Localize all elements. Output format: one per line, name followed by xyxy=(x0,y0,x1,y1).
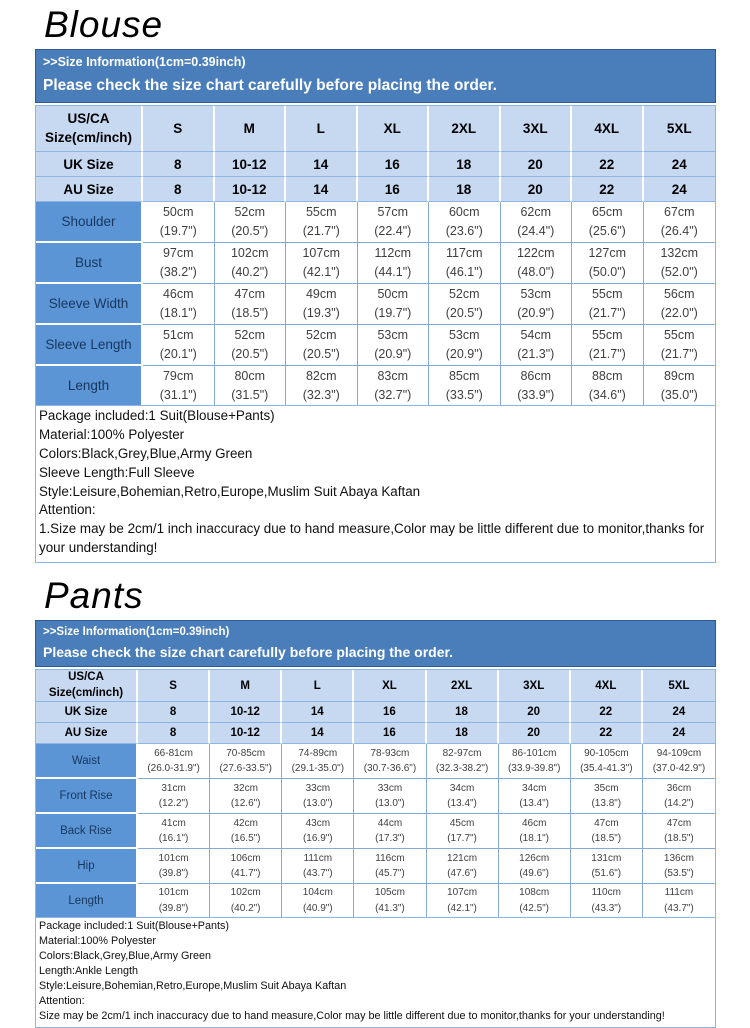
size-value-cell: 24 xyxy=(643,702,715,723)
size-conversion-row xyxy=(36,723,715,744)
size-value-cell: 20 xyxy=(501,152,573,177)
note-line: Attention: xyxy=(39,994,85,1007)
note-line: Style:Leisure,Bohemian,Retro,Europe,Muslim Suit Abaya Kaftan xyxy=(39,979,347,992)
measurement-row-label: Hip xyxy=(36,849,138,884)
measurement-row-label: Bust xyxy=(36,243,143,284)
corner-header: US/CA Size(cm/inch) xyxy=(36,670,138,702)
measurement-value-cell: 46cm (18.1") xyxy=(143,284,215,325)
size-value-cell: 24 xyxy=(644,152,716,177)
measurement-value-cell: 44cm (17.3") xyxy=(354,814,426,849)
size-value-cell: 22 xyxy=(572,177,644,202)
measurement-value-cell: 56cm (22.0") xyxy=(644,284,716,325)
size-column-header: 3XL xyxy=(499,670,571,702)
measurement-value-cell: 34cm (13.4") xyxy=(499,779,571,814)
measurement-value-cell: 90-105cm (35.4-41.3") xyxy=(571,744,643,779)
measurement-value-cell: 111cm (43.7") xyxy=(282,849,354,884)
measurement-value-cell: 88cm (34.6") xyxy=(572,366,644,405)
note-line: Sleeve Length:Full Sleeve xyxy=(39,464,195,480)
measurement-value-cell: 52cm (20.5") xyxy=(429,284,501,325)
measurement-value-cell: 34cm (13.4") xyxy=(427,779,499,814)
size-value-cell: 18 xyxy=(429,152,501,177)
measurement-value-cell: 33cm (13.0") xyxy=(354,779,426,814)
measurement-row-label: Sleeve Length xyxy=(36,325,143,366)
measurement-value-cell: 36cm (14.2") xyxy=(643,779,715,814)
size-value-cell: 16 xyxy=(354,723,426,744)
measurement-value-cell: 43cm (16.9") xyxy=(282,814,354,849)
pants-size-table xyxy=(36,670,715,917)
measurement-value-cell: 67cm (26.4") xyxy=(644,202,716,243)
size-column-header: S xyxy=(143,106,215,152)
size-value-cell: 14 xyxy=(282,702,354,723)
size-value-cell: 18 xyxy=(429,177,501,202)
measurement-value-cell: 97cm (38.2") xyxy=(143,243,215,284)
size-value-cell: 8 xyxy=(138,702,210,723)
size-value-cell: 18 xyxy=(427,702,499,723)
size-conversion-row xyxy=(36,152,715,177)
measurement-row-label: Back Rise xyxy=(36,814,138,849)
measurement-row xyxy=(36,202,715,243)
size-column-header: S xyxy=(138,670,210,702)
measurement-value-cell: 60cm (23.6") xyxy=(429,202,501,243)
size-value-cell: 14 xyxy=(286,152,358,177)
measurement-value-cell: 31cm (12.2") xyxy=(138,779,210,814)
measurement-value-cell: 112cm (44.1") xyxy=(358,243,430,284)
note-line: Style:Leisure,Bohemian,Retro,Europe,Muslim Suit Abaya Kaftan xyxy=(39,483,421,499)
pants-table-wrap xyxy=(35,669,716,918)
size-value-cell: 10-12 xyxy=(215,152,287,177)
size-chart-warning: Please check the size chart carefully before placing the order. xyxy=(43,644,454,661)
pants-title: Pants xyxy=(44,575,144,617)
size-value-cell: 20 xyxy=(499,723,571,744)
size-column-header: M xyxy=(215,106,287,152)
measurement-row xyxy=(36,884,715,917)
measurement-value-cell: 85cm (33.5") xyxy=(429,366,501,405)
size-row-label: AU Size xyxy=(36,723,138,744)
measurement-value-cell: 35cm (13.8") xyxy=(571,779,643,814)
measurement-value-cell: 65cm (25.6") xyxy=(572,202,644,243)
measurement-value-cell: 89cm (35.0") xyxy=(644,366,716,405)
size-value-cell: 16 xyxy=(354,702,426,723)
measurement-value-cell: 47cm (18.5") xyxy=(571,814,643,849)
pants-notes xyxy=(35,918,716,1028)
measurement-value-cell: 101cm (39.8") xyxy=(138,849,210,884)
measurement-value-cell: 32cm (12.6") xyxy=(210,779,282,814)
size-value-cell: 8 xyxy=(143,177,215,202)
measurement-value-cell: 52cm (20.5") xyxy=(286,325,358,366)
size-row-label: UK Size xyxy=(36,152,143,177)
table-header-row xyxy=(36,106,715,152)
measurement-value-cell: 107cm (42.1") xyxy=(427,884,499,917)
note-line: Length:Ankle Length xyxy=(39,964,139,977)
measurement-row xyxy=(36,744,715,779)
measurement-value-cell: 33cm (13.0") xyxy=(282,779,354,814)
measurement-row xyxy=(36,325,715,366)
measurement-value-cell: 126cm (49.6") xyxy=(499,849,571,884)
measurement-row-label: Sleeve Width xyxy=(36,284,143,325)
size-value-cell: 8 xyxy=(143,152,215,177)
measurement-value-cell: 54cm (21.3") xyxy=(501,325,573,366)
measurement-value-cell: 122cm (48.0") xyxy=(501,243,573,284)
measurement-value-cell: 55cm (21.7") xyxy=(644,325,716,366)
measurement-value-cell: 45cm (17.7") xyxy=(427,814,499,849)
size-row-label: AU Size xyxy=(36,177,143,202)
size-value-cell: 22 xyxy=(571,723,643,744)
measurement-row xyxy=(36,243,715,284)
measurement-value-cell: 51cm (20.1") xyxy=(143,325,215,366)
measurement-value-cell: 62cm (24.4") xyxy=(501,202,573,243)
size-column-header: 3XL xyxy=(501,106,573,152)
blouse-panel xyxy=(35,49,716,563)
measurement-row-label: Length xyxy=(36,884,138,917)
measurement-value-cell: 94-109cm (37.0-42.9") xyxy=(643,744,715,779)
measurement-value-cell: 50cm (19.7") xyxy=(358,284,430,325)
note-line: Package included:1 Suit(Blouse+Pants) xyxy=(39,920,229,933)
size-column-header: 5XL xyxy=(644,106,716,152)
size-value-cell: 16 xyxy=(358,152,430,177)
measurement-value-cell: 47cm (18.5") xyxy=(215,284,287,325)
measurement-value-cell: 86cm (33.9") xyxy=(501,366,573,405)
size-value-cell: 14 xyxy=(282,723,354,744)
measurement-value-cell: 82-97cm (32.3-38.2") xyxy=(427,744,499,779)
measurement-row xyxy=(36,849,715,884)
measurement-value-cell: 50cm (19.7") xyxy=(143,202,215,243)
measurement-row xyxy=(36,284,715,325)
measurement-row xyxy=(36,779,715,814)
size-column-header: 5XL xyxy=(643,670,715,702)
size-info-heading: >>Size Information(1cm=0.39inch) xyxy=(43,626,230,639)
measurement-row-label: Length xyxy=(36,366,143,405)
measurement-value-cell: 47cm (18.5") xyxy=(643,814,715,849)
measurement-value-cell: 136cm (53.5") xyxy=(643,849,715,884)
measurement-row xyxy=(36,366,715,405)
measurement-value-cell: 127cm (50.0") xyxy=(572,243,644,284)
measurement-value-cell: 55cm (21.7") xyxy=(286,202,358,243)
size-column-header: M xyxy=(210,670,282,702)
measurement-value-cell: 53cm (20.9") xyxy=(358,325,430,366)
size-column-header: L xyxy=(282,670,354,702)
measurement-value-cell: 46cm (18.1") xyxy=(499,814,571,849)
measurement-value-cell: 108cm (42.5") xyxy=(499,884,571,917)
size-column-header: 2XL xyxy=(427,670,499,702)
note-line: Colors:Black,Grey,Blue,Army Green xyxy=(39,445,253,461)
measurement-row-label: Front Rise xyxy=(36,779,138,814)
measurement-value-cell: 55cm (21.7") xyxy=(572,284,644,325)
blouse-size-table xyxy=(36,106,715,405)
measurement-value-cell: 117cm (46.1") xyxy=(429,243,501,284)
size-value-cell: 10-12 xyxy=(210,723,282,744)
measurement-value-cell: 83cm (32.7") xyxy=(358,366,430,405)
size-info-heading: >>Size Information(1cm=0.39inch) xyxy=(43,55,246,69)
measurement-value-cell: 106cm (41.7") xyxy=(210,849,282,884)
table-header-row xyxy=(36,670,715,702)
measurement-value-cell: 55cm (21.7") xyxy=(572,325,644,366)
measurement-value-cell: 70-85cm (27.6-33.5") xyxy=(210,744,282,779)
measurement-value-cell: 42cm (16.5") xyxy=(210,814,282,849)
note-line: Package included:1 Suit(Blouse+Pants) xyxy=(39,408,275,423)
measurement-value-cell: 53cm (20.9") xyxy=(429,325,501,366)
size-value-cell: 24 xyxy=(644,177,716,202)
note-line: 1.Size may be 2cm/1 inch inaccuracy due to hand measure,Color may be little different due to monitor,thanks for your understanding! xyxy=(39,521,705,556)
blouse-title: Blouse xyxy=(44,4,164,45)
measurement-value-cell: 41cm (16.1") xyxy=(138,814,210,849)
note-line: Material:100% Polyester xyxy=(39,935,157,948)
measurement-value-cell: 86-101cm (33.9-39.8") xyxy=(499,744,571,779)
size-column-header: XL xyxy=(354,670,426,702)
note-line: Material:100% Polyester xyxy=(39,426,185,442)
measurement-value-cell: 116cm (45.7") xyxy=(354,849,426,884)
measurement-value-cell: 49cm (19.3") xyxy=(286,284,358,325)
measurement-value-cell: 66-81cm (26.0-31.9") xyxy=(138,744,210,779)
measurement-value-cell: 82cm (32.3") xyxy=(286,366,358,405)
measurement-value-cell: 105cm (41.3") xyxy=(354,884,426,917)
note-line: Size may be 2cm/1 inch inaccuracy due to hand measure,Color may be little different due to monitor,thanks for your understanding! xyxy=(39,1009,665,1022)
size-value-cell: 14 xyxy=(286,177,358,202)
corner-header: US/CA Size(cm/inch) xyxy=(36,106,143,152)
measurement-value-cell: 52cm (20.5") xyxy=(215,202,287,243)
size-conversion-row xyxy=(36,702,715,723)
measurement-value-cell: 132cm (52.0") xyxy=(644,243,716,284)
blouse-size-info-banner xyxy=(35,49,716,103)
measurement-row-label: Waist xyxy=(36,744,138,779)
measurement-value-cell: 111cm (43.7") xyxy=(643,884,715,917)
size-value-cell: 22 xyxy=(572,152,644,177)
size-conversion-row xyxy=(36,177,715,202)
measurement-value-cell: 102cm (40.2") xyxy=(210,884,282,917)
measurement-value-cell: 74-89cm (29.1-35.0") xyxy=(282,744,354,779)
pants-panel xyxy=(35,620,716,1028)
blouse-table-wrap xyxy=(35,105,716,406)
measurement-value-cell: 53cm (20.9") xyxy=(501,284,573,325)
size-value-cell: 20 xyxy=(499,702,571,723)
note-line: Colors:Black,Grey,Blue,Army Green xyxy=(39,949,212,962)
size-column-header: 4XL xyxy=(572,106,644,152)
size-row-label: UK Size xyxy=(36,702,138,723)
size-chart-warning: Please check the size chart carefully before placing the order. xyxy=(43,77,497,94)
size-value-cell: 20 xyxy=(501,177,573,202)
size-value-cell: 8 xyxy=(138,723,210,744)
size-value-cell: 22 xyxy=(571,702,643,723)
size-value-cell: 10-12 xyxy=(215,177,287,202)
measurement-value-cell: 57cm (22.4") xyxy=(358,202,430,243)
measurement-value-cell: 121cm (47.6") xyxy=(427,849,499,884)
blouse-notes xyxy=(35,406,716,563)
measurement-value-cell: 101cm (39.8") xyxy=(138,884,210,917)
measurement-value-cell: 104cm (40.9") xyxy=(282,884,354,917)
size-column-header: 2XL xyxy=(429,106,501,152)
measurement-value-cell: 52cm (20.5") xyxy=(215,325,287,366)
measurement-row xyxy=(36,814,715,849)
measurement-value-cell: 107cm (42.1") xyxy=(286,243,358,284)
measurement-value-cell: 131cm (51.6") xyxy=(571,849,643,884)
pants-size-info-banner xyxy=(35,620,716,667)
size-column-header: 4XL xyxy=(571,670,643,702)
pants-section xyxy=(0,563,750,1028)
measurement-row-label: Shoulder xyxy=(36,202,143,243)
size-column-header: L xyxy=(286,106,358,152)
measurement-value-cell: 102cm (40.2") xyxy=(215,243,287,284)
size-value-cell: 18 xyxy=(427,723,499,744)
note-line: Attention: xyxy=(39,502,96,518)
size-value-cell: 24 xyxy=(643,723,715,744)
measurement-value-cell: 80cm (31.5") xyxy=(215,366,287,405)
size-value-cell: 10-12 xyxy=(210,702,282,723)
measurement-value-cell: 79cm (31.1") xyxy=(143,366,215,405)
measurement-value-cell: 78-93cm (30.7-36.6") xyxy=(354,744,426,779)
size-column-header: XL xyxy=(358,106,430,152)
measurement-value-cell: 110cm (43.3") xyxy=(571,884,643,917)
size-value-cell: 16 xyxy=(358,177,430,202)
